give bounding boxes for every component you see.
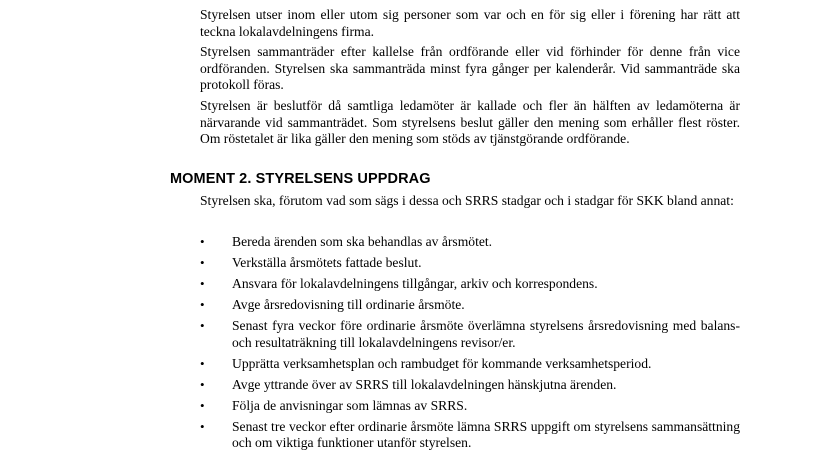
bullet-icon: • <box>200 234 205 249</box>
list-item <box>200 297 740 314</box>
list-item <box>200 419 740 452</box>
bullet-icon: • <box>200 297 205 312</box>
bullet-icon: • <box>200 397 205 413</box>
section-heading: MOMENT 2. STYRELSENS UPPDRAG <box>170 171 431 187</box>
paragraph-firmatecknare: Styrelsen utser inom eller utom sig personer som var och en för sig eller i förening har rätt att teckna lokalavdelningens firma. <box>200 7 740 39</box>
list-item <box>200 356 740 373</box>
bullet-icon: • <box>200 355 205 371</box>
duties-list <box>200 234 740 456</box>
list-item-text: Upprätta verksamhetsplan och rambudget för kommande verksamhetsperiod. <box>232 355 652 371</box>
list-item <box>200 318 740 351</box>
bullet-icon: • <box>200 376 205 392</box>
section-intro: Styrelsen ska, förutom vad som sägs i dessa och SRRS stadgar och i stadgar för SKK bland annat: <box>200 193 734 208</box>
bullet-icon: • <box>200 276 205 291</box>
paragraph-sammantraden: Styrelsen sammanträder efter kallelse från ordförande eller vid förhinder för denne från vice ordföranden. Styrelsen ska sammanträda minst fyra gånger per kalenderår. Vid sammanträde ska protokoll föras. <box>200 44 740 92</box>
list-item-text: Verkställa årsmötets fattade beslut. <box>232 255 422 270</box>
paragraph-beslutforhet: Styrelsen är beslutför då samtliga ledamöter är kallade och fler än hälften av ledamöterna är närvarande vid sammanträdet. Som styrelsens beslut gäller den mening som erhåller flest röster. Om röstetalet är lika gäller den mening som stöds av tjänstgörande ordförande. <box>200 98 740 146</box>
list-item <box>200 377 740 394</box>
list-item-text: Ansvara för lokalavdelningens tillgångar, arkiv och korrespondens. <box>232 276 598 291</box>
list-item <box>200 398 740 415</box>
list-item-text: Följa de anvisningar som lämnas av SRRS. <box>232 397 468 413</box>
list-item-text: Avge årsredovisning till ordinarie årsmöte. <box>232 297 465 312</box>
list-item-text: Senast fyra veckor före ordinarie årsmöte överlämna styrelsens årsredovisning med balans- och resultaträkning till lokalavdelningens revisor/er. <box>232 318 740 350</box>
list-item <box>200 276 740 293</box>
bullet-icon: • <box>200 255 205 270</box>
list-item <box>200 234 740 251</box>
list-item-text: Senast tre veckor efter ordinarie årsmöte lämna SRRS uppgift om styrelsens sammansättning och om viktiga funktioner utanför styrelsen. <box>232 418 740 450</box>
list-item <box>200 255 740 272</box>
bullet-icon: • <box>200 418 205 434</box>
bullet-icon: • <box>200 318 205 333</box>
list-item-text: Bereda ärenden som ska behandlas av årsmötet. <box>232 234 493 249</box>
list-item-text: Avge yttrande över av SRRS till lokalavdelningen hänskjutna ärenden. <box>232 376 617 392</box>
